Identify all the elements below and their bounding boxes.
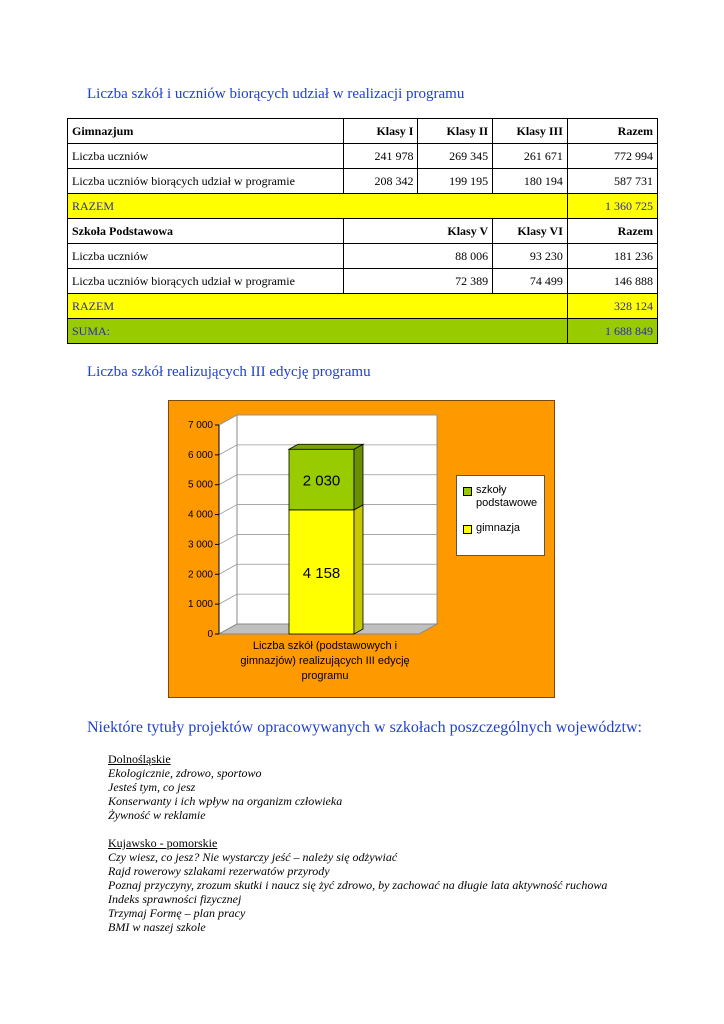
sum-row	[68, 319, 658, 344]
projects-list	[108, 752, 607, 934]
total-label: RAZEM	[68, 294, 568, 319]
row-label: Liczba uczniów	[68, 244, 344, 269]
y-tick-label: 2 000	[187, 569, 213, 581]
cell: 269 345	[418, 144, 493, 169]
y-tick-label: 3 000	[187, 539, 213, 551]
x-category-label: gimnazjów) realizujących III edycję	[240, 655, 410, 667]
chart-legend	[456, 475, 545, 556]
table-row	[68, 169, 658, 194]
cell: 208 342	[343, 169, 418, 194]
cell: 181 236	[567, 244, 657, 269]
table-header-gimnazjum	[68, 119, 658, 144]
table-row	[68, 244, 658, 269]
header-cell: Klasy I	[343, 119, 418, 144]
header-cell: Gimnazjum	[68, 119, 344, 144]
list-item: Trzymaj Formę – plan pracy	[108, 906, 246, 920]
sum-label: SUMA:	[68, 319, 568, 344]
total-label: RAZEM	[68, 194, 568, 219]
bar-top	[289, 444, 363, 449]
cell: 88 006	[343, 244, 492, 269]
region-name: Dolnośląskie	[108, 752, 171, 766]
header-cell: Razem	[567, 219, 657, 244]
cell: 146 888	[567, 269, 657, 294]
y-tick-label: 4 000	[187, 509, 213, 521]
list-item: Jesteś tym, co jesz	[108, 780, 196, 794]
bar-segment-side	[354, 444, 363, 510]
list-item: Poznaj przyczyny, zrozum skutki i naucz się żyć zdrowo, by zachować na długie lata aktywność ruchowa	[108, 878, 608, 892]
y-tick-label: 0	[207, 629, 213, 640]
chart-area	[168, 400, 555, 698]
cell: 241 978	[343, 144, 418, 169]
header-cell: Klasy II	[418, 119, 493, 144]
y-tick-label: 6 000	[187, 449, 213, 461]
cell: 74 499	[493, 269, 568, 294]
bar-segment-side	[354, 505, 363, 634]
header-cell: Razem	[567, 119, 657, 144]
row-label: Liczba uczniów biorących udział w programie	[68, 269, 344, 294]
list-item: Rajd rowerowy szlakami rezerwatów przyrody	[108, 864, 330, 878]
cell: 72 389	[343, 269, 492, 294]
row-label: Liczba uczniów	[68, 144, 344, 169]
cell: 180 194	[493, 169, 568, 194]
total-value: 1 360 725	[567, 194, 657, 219]
total-row-podstawowa	[68, 294, 658, 319]
chart-heading: Liczba szkół realizujących III edycję programu	[87, 364, 371, 380]
y-tick-label: 5 000	[187, 479, 213, 491]
cell: 199 195	[418, 169, 493, 194]
legend-label: gimnazja	[476, 522, 521, 534]
total-row-gimnazjum	[68, 194, 658, 219]
sum-value: 1 688 849	[567, 319, 657, 344]
x-category-label: Liczba szkół (podstawowych i	[252, 640, 398, 652]
list-item: Konserwanty i ich wpływ na organizm człowieka	[108, 794, 343, 808]
region-name: Kujawsko - pomorskie	[108, 836, 218, 850]
list-item: BMI w naszej szkole	[108, 920, 206, 934]
legend-label: szkoły podstawowe	[476, 484, 538, 509]
schools-table	[67, 118, 658, 344]
data-label: 4 158	[302, 564, 341, 582]
header-cell: Klasy III	[493, 119, 568, 144]
table-row	[68, 269, 658, 294]
cell: 772 994	[567, 144, 657, 169]
cell: 587 731	[567, 169, 657, 194]
table-row	[68, 144, 658, 169]
list-item: Czy wiesz, co jesz? Nie wystarczy jeść – należy się odżywiać	[108, 850, 398, 864]
list-item: Żywność w reklamie	[108, 808, 206, 822]
row-label: Liczba uczniów biorących udział w programie	[68, 169, 344, 194]
y-tick-label: 7 000	[187, 420, 213, 431]
table-header-podstawowa	[68, 219, 658, 244]
list-item: Ekologicznie, zdrowo, sportowo	[108, 766, 262, 780]
y-tick-label: 1 000	[187, 599, 213, 611]
legend-swatch	[463, 487, 472, 496]
legend-swatch	[463, 525, 472, 534]
projects-heading: Niektóre tytuły projektów opracowywanych w szkołach poszczególnych województw:	[87, 719, 642, 736]
cell: 261 671	[493, 144, 568, 169]
total-value: 328 124	[567, 294, 657, 319]
header-cell: Klasy VI	[493, 219, 568, 244]
legend-item	[463, 484, 537, 510]
header-cell: Klasy V	[343, 219, 492, 244]
data-label: 2 030	[302, 472, 341, 490]
header-cell: Szkoła Podstawowa	[68, 219, 344, 244]
list-item: Indeks sprawności fizycznej	[108, 892, 242, 906]
legend-item	[463, 522, 520, 535]
x-category-label: programu	[301, 670, 349, 682]
cell: 93 230	[493, 244, 568, 269]
table-title: Liczba szkół i uczniów biorących udział w realizacji programu	[87, 86, 465, 102]
plot-side-wall	[219, 415, 237, 634]
